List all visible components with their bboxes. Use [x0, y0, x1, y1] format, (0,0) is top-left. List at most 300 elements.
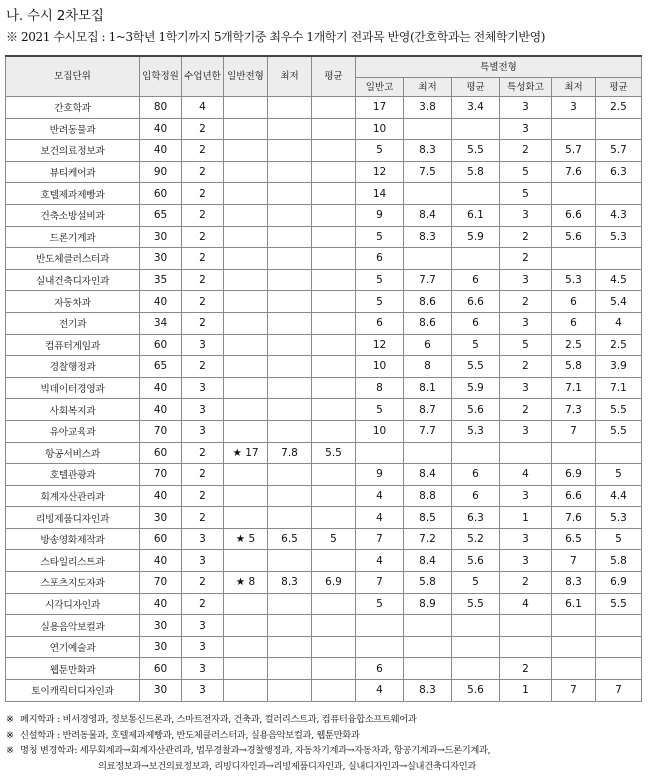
quota-cell: 30	[140, 680, 182, 702]
special-vocational-min-cell	[552, 636, 596, 658]
table-row	[6, 680, 642, 702]
general-count-cell	[224, 161, 268, 183]
general-min-cell: 7.8	[268, 442, 312, 464]
special-general-min-cell	[404, 183, 452, 205]
department-name-cell: 리빙제품디자인과	[6, 507, 140, 529]
special-general-avg-cell	[452, 118, 500, 140]
general-avg-cell	[312, 356, 356, 378]
general-avg-cell	[312, 636, 356, 658]
general-avg-cell	[312, 204, 356, 226]
years-cell: 3	[182, 528, 224, 550]
general-avg-cell	[312, 485, 356, 507]
table-row	[6, 593, 642, 615]
years-cell: 3	[182, 615, 224, 637]
special-vocational-avg-cell	[596, 636, 642, 658]
header-general-avg: 평균	[312, 56, 356, 97]
special-vocational-avg-cell	[596, 658, 642, 680]
note-mark: ※	[6, 745, 14, 756]
special-general-min-cell: 8.1	[404, 377, 452, 399]
special-general-avg-cell: 6	[452, 464, 500, 486]
general-min-cell	[268, 291, 312, 313]
general-min-cell	[268, 615, 312, 637]
general-avg-cell	[312, 269, 356, 291]
special-general-min-cell: 8.7	[404, 399, 452, 421]
special-vocational-count-cell: 3	[500, 377, 552, 399]
special-general-avg-cell	[452, 442, 500, 464]
general-avg-cell	[312, 334, 356, 356]
general-min-cell	[268, 161, 312, 183]
special-general-min-cell: 8.4	[404, 204, 452, 226]
note-mark: ※	[6, 729, 14, 741]
general-avg-cell	[312, 226, 356, 248]
special-general-min-cell: 8.4	[404, 550, 452, 572]
table-row	[6, 356, 642, 378]
general-min-cell	[268, 334, 312, 356]
department-name-cell: 시각디자인과	[6, 593, 140, 615]
years-cell: 2	[182, 312, 224, 334]
table-row	[6, 420, 642, 442]
special-general-avg-cell: 5.8	[452, 161, 500, 183]
years-cell: 3	[182, 420, 224, 442]
general-min-cell	[268, 140, 312, 162]
special-vocational-min-cell: 6.9	[552, 464, 596, 486]
special-vocational-count-cell: 5	[500, 161, 552, 183]
special-general-min-cell	[404, 442, 452, 464]
special-vocational-min-cell: 7	[552, 680, 596, 702]
special-general-count-cell: 17	[356, 97, 404, 119]
general-min-cell	[268, 680, 312, 702]
general-min-cell	[268, 356, 312, 378]
general-min-cell	[268, 464, 312, 486]
table-row	[6, 269, 642, 291]
general-count-cell	[224, 485, 268, 507]
general-count-cell: ★ 8	[224, 572, 268, 594]
special-general-avg-cell: 5.6	[452, 399, 500, 421]
department-name-cell: 웹툰만화과	[6, 658, 140, 680]
department-name-cell: 호텔관광과	[6, 464, 140, 486]
special-general-min-cell: 8.3	[404, 140, 452, 162]
quota-cell: 30	[140, 248, 182, 270]
special-general-count-cell: 6	[356, 248, 404, 270]
quota-cell: 60	[140, 334, 182, 356]
special-vocational-count-cell	[500, 615, 552, 637]
special-vocational-min-cell	[552, 442, 596, 464]
years-cell: 2	[182, 226, 224, 248]
special-general-min-cell	[404, 118, 452, 140]
general-avg-cell	[312, 399, 356, 421]
header-general-min: 최저	[268, 56, 312, 97]
special-general-avg-cell: 6	[452, 269, 500, 291]
table-row	[6, 550, 642, 572]
note-renamed-continued: 의료정보과→보건의료정보과, 리빙디자인과→리빙제품디자인과, 실내디자인과→실내건축디자인과	[98, 760, 476, 772]
special-vocational-min-cell	[552, 248, 596, 270]
table-row	[6, 658, 642, 680]
table-row	[6, 485, 642, 507]
special-vocational-min-cell: 6	[552, 312, 596, 334]
years-cell: 2	[182, 593, 224, 615]
special-vocational-avg-cell: 7.1	[596, 377, 642, 399]
quota-cell: 65	[140, 356, 182, 378]
department-name-cell: 연기예술과	[6, 636, 140, 658]
general-count-cell	[224, 377, 268, 399]
special-vocational-avg-cell: 7	[596, 680, 642, 702]
special-general-min-cell	[404, 615, 452, 637]
special-vocational-count-cell: 3	[500, 97, 552, 119]
general-count-cell	[224, 226, 268, 248]
table-row	[6, 442, 642, 464]
special-general-count-cell: 4	[356, 680, 404, 702]
special-vocational-count-cell: 3	[500, 528, 552, 550]
header-quota: 입학정원	[140, 56, 182, 97]
special-vocational-avg-cell: 5.4	[596, 291, 642, 313]
quota-cell: 40	[140, 485, 182, 507]
note-abolished	[6, 712, 642, 728]
department-name-cell: 뷰티케어과	[6, 161, 140, 183]
general-avg-cell	[312, 291, 356, 313]
years-cell: 4	[182, 97, 224, 119]
general-min-cell	[268, 507, 312, 529]
special-general-min-cell: 7.5	[404, 161, 452, 183]
special-vocational-count-cell: 1	[500, 507, 552, 529]
department-name-cell: 드론기계과	[6, 226, 140, 248]
special-vocational-count-cell: 2	[500, 399, 552, 421]
general-min-cell	[268, 420, 312, 442]
department-name-cell: 반도체클러스터과	[6, 248, 140, 270]
header-general: 일반전형	[224, 56, 268, 97]
general-avg-cell	[312, 248, 356, 270]
special-general-count-cell: 10	[356, 356, 404, 378]
general-min-cell	[268, 97, 312, 119]
header-unit: 모집단위	[6, 56, 140, 97]
special-general-count-cell: 4	[356, 507, 404, 529]
general-min-cell	[268, 226, 312, 248]
table-row	[6, 615, 642, 637]
general-min-cell	[268, 658, 312, 680]
special-general-min-cell: 8.6	[404, 312, 452, 334]
general-avg-cell	[312, 183, 356, 205]
table-row	[6, 161, 642, 183]
quota-cell: 40	[140, 399, 182, 421]
special-vocational-avg-cell: 4.3	[596, 204, 642, 226]
years-cell: 3	[182, 377, 224, 399]
special-vocational-min-cell: 7	[552, 550, 596, 572]
table-row	[6, 528, 642, 550]
years-cell: 3	[182, 680, 224, 702]
department-name-cell: 빅데이터경영과	[6, 377, 140, 399]
table-row	[6, 226, 642, 248]
special-vocational-min-cell: 8.3	[552, 572, 596, 594]
special-general-avg-cell: 5.5	[452, 356, 500, 378]
special-vocational-min-cell	[552, 183, 596, 205]
special-general-count-cell: 9	[356, 464, 404, 486]
quota-cell: 40	[140, 118, 182, 140]
special-vocational-min-cell	[552, 615, 596, 637]
special-general-min-cell	[404, 248, 452, 270]
special-vocational-count-cell: 4	[500, 464, 552, 486]
special-vocational-count-cell: 3	[500, 269, 552, 291]
table-row	[6, 507, 642, 529]
general-count-cell	[224, 312, 268, 334]
special-general-avg-cell: 5.9	[452, 377, 500, 399]
special-general-avg-cell: 6	[452, 485, 500, 507]
years-cell: 2	[182, 204, 224, 226]
general-avg-cell	[312, 140, 356, 162]
special-general-count-cell: 7	[356, 572, 404, 594]
general-min-cell	[268, 550, 312, 572]
general-count-cell	[224, 636, 268, 658]
years-cell: 3	[182, 399, 224, 421]
special-general-count-cell: 7	[356, 528, 404, 550]
special-vocational-count-cell: 3	[500, 118, 552, 140]
general-count-cell	[224, 464, 268, 486]
special-vocational-min-cell: 7.6	[552, 507, 596, 529]
special-general-min-cell: 8.8	[404, 485, 452, 507]
note-new	[6, 728, 642, 744]
special-vocational-min-cell: 7	[552, 420, 596, 442]
special-vocational-avg-cell: 5.5	[596, 420, 642, 442]
years-cell: 2	[182, 183, 224, 205]
note-text: 신설학과 : 반려동물과, 호텔제과제빵과, 반도체클러스터과, 실용음악보컬과, 웹툰만화과	[20, 729, 360, 741]
special-general-min-cell: 7.7	[404, 420, 452, 442]
quota-cell: 70	[140, 420, 182, 442]
general-count-cell	[224, 658, 268, 680]
special-general-avg-cell	[452, 658, 500, 680]
general-count-cell	[224, 291, 268, 313]
table-row	[6, 636, 642, 658]
general-count-cell	[224, 269, 268, 291]
general-avg-cell	[312, 161, 356, 183]
special-vocational-count-cell	[500, 442, 552, 464]
special-general-count-cell: 4	[356, 550, 404, 572]
general-count-cell	[224, 204, 268, 226]
years-cell: 3	[182, 334, 224, 356]
special-general-min-cell: 8.9	[404, 593, 452, 615]
special-general-min-cell: 8.3	[404, 226, 452, 248]
special-general-count-cell: 5	[356, 226, 404, 248]
quota-cell: 70	[140, 464, 182, 486]
general-count-cell: ★ 17	[224, 442, 268, 464]
general-count-cell	[224, 680, 268, 702]
special-vocational-avg-cell: 5	[596, 464, 642, 486]
special-general-avg-cell: 5.9	[452, 226, 500, 248]
table-row	[6, 183, 642, 205]
general-min-cell	[268, 269, 312, 291]
special-general-min-cell	[404, 636, 452, 658]
general-avg-cell	[312, 550, 356, 572]
special-vocational-avg-cell	[596, 442, 642, 464]
special-general-avg-cell: 5.5	[452, 140, 500, 162]
special-vocational-avg-cell: 5.5	[596, 593, 642, 615]
table-row	[6, 399, 642, 421]
years-cell: 3	[182, 658, 224, 680]
special-vocational-avg-cell: 5.8	[596, 550, 642, 572]
special-vocational-count-cell: 1	[500, 680, 552, 702]
general-min-cell	[268, 593, 312, 615]
special-vocational-avg-cell: 3.9	[596, 356, 642, 378]
general-count-cell	[224, 140, 268, 162]
general-avg-cell: 5.5	[312, 442, 356, 464]
special-vocational-min-cell	[552, 118, 596, 140]
note-renamed	[6, 743, 642, 759]
special-general-count-cell: 5	[356, 593, 404, 615]
special-vocational-avg-cell: 4	[596, 312, 642, 334]
special-general-avg-cell: 5.5	[452, 593, 500, 615]
special-general-count-cell: 5	[356, 140, 404, 162]
note-mark: ※	[6, 714, 14, 725]
special-general-avg-cell: 6.1	[452, 204, 500, 226]
special-vocational-count-cell: 3	[500, 204, 552, 226]
quota-cell: 90	[140, 161, 182, 183]
general-avg-cell	[312, 118, 356, 140]
years-cell: 2	[182, 161, 224, 183]
general-count-cell	[224, 399, 268, 421]
quota-cell: 30	[140, 226, 182, 248]
special-general-count-cell: 8	[356, 377, 404, 399]
general-min-cell	[268, 312, 312, 334]
special-vocational-avg-cell: 6.9	[596, 572, 642, 594]
general-avg-cell	[312, 593, 356, 615]
general-min-cell	[268, 636, 312, 658]
special-general-count-cell: 10	[356, 420, 404, 442]
special-vocational-count-cell: 3	[500, 550, 552, 572]
quota-cell: 30	[140, 507, 182, 529]
quota-cell: 40	[140, 550, 182, 572]
special-vocational-min-cell: 7.1	[552, 377, 596, 399]
general-avg-cell	[312, 312, 356, 334]
special-general-avg-cell: 5	[452, 334, 500, 356]
special-vocational-avg-cell: 5.5	[596, 399, 642, 421]
special-general-min-cell: 6	[404, 334, 452, 356]
special-general-min-cell: 8	[404, 356, 452, 378]
table-row	[6, 118, 642, 140]
special-general-count-cell: 12	[356, 161, 404, 183]
quota-cell: 65	[140, 204, 182, 226]
general-min-cell	[268, 377, 312, 399]
general-count-cell	[224, 118, 268, 140]
special-general-min-cell: 7.7	[404, 269, 452, 291]
special-vocational-avg-cell	[596, 118, 642, 140]
header-special-vocational-min: 최저	[552, 78, 596, 97]
table-row	[6, 377, 642, 399]
special-general-avg-cell: 6.6	[452, 291, 500, 313]
footnotes	[6, 712, 642, 774]
special-vocational-avg-cell: 6.3	[596, 161, 642, 183]
special-vocational-count-cell: 2	[500, 291, 552, 313]
special-vocational-avg-cell	[596, 248, 642, 270]
department-name-cell: 호텔제과제빵과	[6, 183, 140, 205]
table-row	[6, 572, 642, 594]
special-general-count-cell: 5	[356, 269, 404, 291]
department-name-cell: 회계자산관리과	[6, 485, 140, 507]
special-general-min-cell: 8.5	[404, 507, 452, 529]
quota-cell: 35	[140, 269, 182, 291]
years-cell: 2	[182, 248, 224, 270]
general-min-cell: 6.5	[268, 528, 312, 550]
years-cell: 2	[182, 118, 224, 140]
table-row	[6, 140, 642, 162]
special-vocational-min-cell: 3	[552, 97, 596, 119]
years-cell: 2	[182, 140, 224, 162]
special-vocational-count-cell: 2	[500, 356, 552, 378]
department-name-cell: 반려동물과	[6, 118, 140, 140]
quota-cell: 40	[140, 291, 182, 313]
special-general-count-cell: 9	[356, 204, 404, 226]
department-name-cell: 스타일리스트과	[6, 550, 140, 572]
special-vocational-count-cell: 5	[500, 334, 552, 356]
department-name-cell: 스포츠지도자과	[6, 572, 140, 594]
general-count-cell	[224, 183, 268, 205]
table-body	[6, 97, 642, 702]
special-general-avg-cell	[452, 615, 500, 637]
special-vocational-avg-cell: 5.3	[596, 507, 642, 529]
general-count-cell	[224, 420, 268, 442]
special-vocational-min-cell: 7.6	[552, 161, 596, 183]
years-cell: 2	[182, 442, 224, 464]
special-vocational-count-cell: 2	[500, 248, 552, 270]
special-vocational-avg-cell: 4.5	[596, 269, 642, 291]
special-vocational-min-cell: 5.6	[552, 226, 596, 248]
general-avg-cell	[312, 615, 356, 637]
special-vocational-min-cell: 2.5	[552, 334, 596, 356]
special-vocational-count-cell	[500, 636, 552, 658]
special-vocational-count-cell: 2	[500, 572, 552, 594]
department-name-cell: 보건의료정보과	[6, 140, 140, 162]
special-vocational-count-cell: 3	[500, 312, 552, 334]
general-min-cell	[268, 399, 312, 421]
table-row	[6, 248, 642, 270]
department-name-cell: 유아교육과	[6, 420, 140, 442]
general-avg-cell	[312, 97, 356, 119]
department-name-cell: 토이캐릭터디자인과	[6, 680, 140, 702]
general-avg-cell	[312, 507, 356, 529]
special-vocational-count-cell: 3	[500, 485, 552, 507]
quota-cell: 40	[140, 140, 182, 162]
special-vocational-min-cell: 5.8	[552, 356, 596, 378]
special-vocational-avg-cell: 5.3	[596, 226, 642, 248]
special-vocational-min-cell: 6.6	[552, 485, 596, 507]
years-cell: 2	[182, 464, 224, 486]
department-name-cell: 전기과	[6, 312, 140, 334]
general-count-cell	[224, 593, 268, 615]
special-general-avg-cell: 6.3	[452, 507, 500, 529]
table-row	[6, 312, 642, 334]
general-avg-cell	[312, 377, 356, 399]
quota-cell: 60	[140, 183, 182, 205]
general-avg-cell	[312, 420, 356, 442]
general-min-cell	[268, 183, 312, 205]
department-name-cell: 방송영화제작과	[6, 528, 140, 550]
special-vocational-avg-cell	[596, 183, 642, 205]
general-count-cell	[224, 97, 268, 119]
general-count-cell	[224, 615, 268, 637]
general-count-cell	[224, 550, 268, 572]
department-name-cell: 실용음악보컬과	[6, 615, 140, 637]
special-general-avg-cell: 5.3	[452, 420, 500, 442]
special-vocational-min-cell: 6.1	[552, 593, 596, 615]
special-vocational-min-cell: 5.3	[552, 269, 596, 291]
special-vocational-count-cell: 5	[500, 183, 552, 205]
section-title: 나. 수시 2차모집	[6, 8, 104, 24]
special-general-min-cell: 8.3	[404, 680, 452, 702]
table-row	[6, 97, 642, 119]
table-row	[6, 334, 642, 356]
quota-cell: 30	[140, 636, 182, 658]
special-general-count-cell: 4	[356, 485, 404, 507]
header-special-vocational: 특성화고	[500, 78, 552, 97]
special-general-avg-cell	[452, 248, 500, 270]
special-general-count-cell: 6	[356, 312, 404, 334]
department-name-cell: 건축소방설비과	[6, 204, 140, 226]
